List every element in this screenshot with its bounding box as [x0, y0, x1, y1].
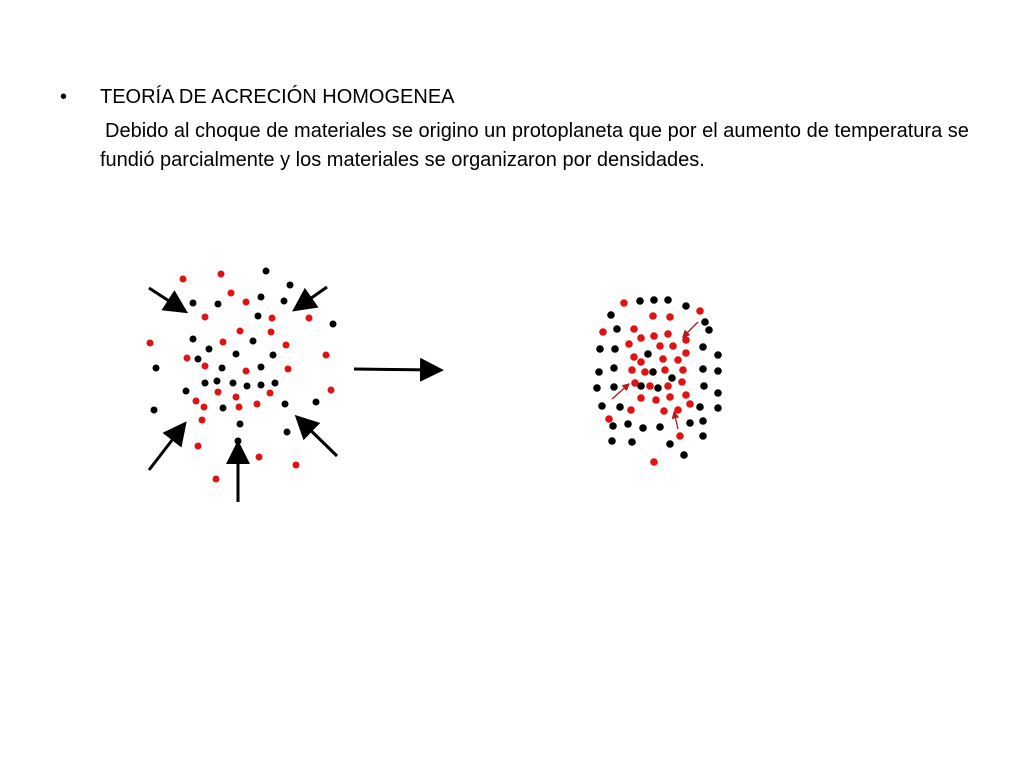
bullet-marker: •	[60, 86, 68, 108]
slide-heading: TEORÍA DE ACRECIÓN HOMOGENEA	[100, 86, 455, 108]
process-arrow-icon	[354, 369, 438, 370]
impact-arrow-icon	[299, 419, 337, 456]
sinking-arrow-icon	[683, 322, 698, 337]
impact-arrow-icon	[149, 288, 183, 310]
impact-arrow-icon	[149, 426, 183, 470]
protoplanet	[593, 296, 722, 466]
sinking-arrow-icon	[674, 412, 678, 429]
impact-arrow-icon	[297, 287, 327, 308]
slide-body-text: Debido al choque de materiales se origino un protoplaneta que por el aumento de temperatura se fundió parcialmente y los materiales se organizaron por densidades.	[100, 120, 969, 171]
